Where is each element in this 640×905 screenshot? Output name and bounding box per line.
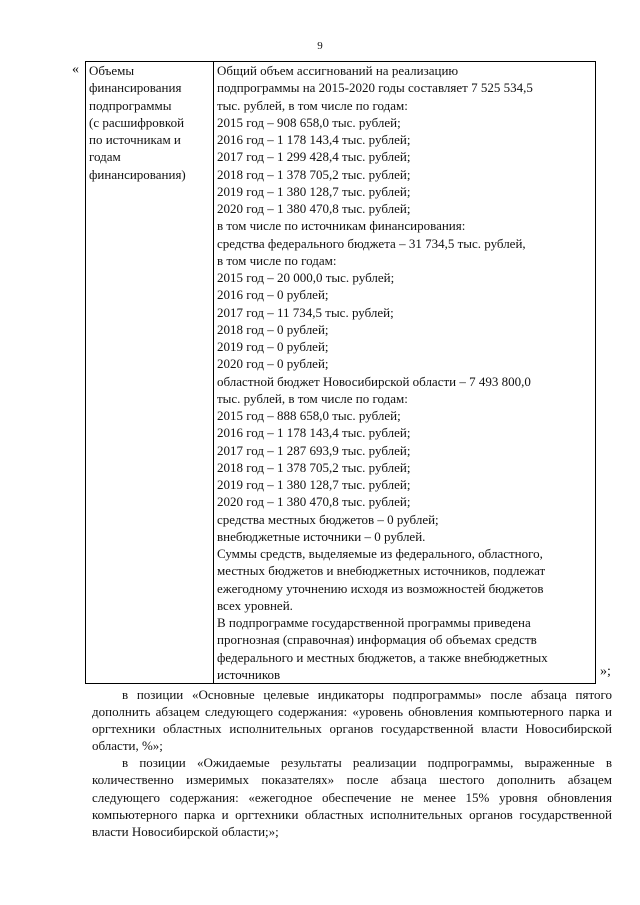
detail-line: 2017 год – 1 287 693,9 тыс. рублей;: [217, 442, 411, 458]
label-line: Объемы: [89, 63, 135, 78]
detail-line: подпрограммы на 2015-2020 годы составляет 7 525 534,5: [217, 80, 533, 96]
funding-label-cell: [86, 62, 214, 684]
detail-line: Общий объем ассигнований на реализацию: [217, 63, 459, 78]
detail-line: 2019 год – 1 380 128,7 тыс. рублей;: [217, 477, 411, 492]
label-line: годам: [89, 149, 121, 165]
detail-line: 2018 год – 1 378 705,2 тыс. рублей;: [217, 166, 411, 182]
detail-line: прогнозная (справочная) информация об объемах средств: [217, 632, 537, 648]
detail-line: 2019 год – 1 380 128,7 тыс. рублей;: [217, 183, 411, 199]
closing-quote-mark: »;: [600, 664, 611, 679]
detail-line: федерального и местных бюджетов, а также внебюджетных: [217, 649, 548, 665]
detail-line: 2016 год – 1 178 143,4 тыс. рублей;: [217, 425, 411, 441]
detail-line: 2016 год – 0 рублей;: [217, 287, 329, 303]
label-line: финансирования): [89, 166, 186, 182]
detail-line: 2015 год – 20 000,0 тыс. рублей;: [217, 270, 395, 285]
amendment-paragraphs: [92, 686, 612, 840]
detail-line: тыс. рублей, в том числе по годам:: [217, 390, 408, 406]
detail-line: средства федерального бюджета – 31 734,5 тыс. рублей,: [217, 235, 526, 251]
label-line: подпрограммы: [89, 97, 172, 113]
detail-line: внебюджетные источники – 0 рублей.: [217, 528, 426, 544]
detail-line: в том числе по источникам финансирования:: [217, 218, 466, 234]
page-number: 9: [317, 40, 323, 52]
detail-line: 2018 год – 1 378 705,2 тыс. рублей;: [217, 459, 411, 475]
detail-line: 2019 год – 0 рублей;: [217, 339, 329, 354]
detail-line: Суммы средств, выделяемые из федерального, областного,: [217, 546, 543, 561]
opening-quote-mark: «: [72, 62, 79, 77]
detail-line: 2020 год – 1 380 470,8 тыс. рублей;: [217, 201, 411, 216]
detail-line: 2016 год – 1 178 143,4 тыс. рублей;: [217, 132, 411, 147]
label-line: финансирования: [89, 80, 182, 96]
label-line: (с расшифровкой: [89, 114, 185, 130]
detail-line: источников: [217, 666, 281, 682]
paragraph-indicators-amendment: в позиции «Основные целевые индикаторы подпрограммы» после абзаца пятого дополнить абзацем следующего содержания: «уровень обновления компьютерного парка и оргтехники областных исполнительных органов государственной власти Новосибирской области, %»;: [92, 687, 612, 754]
detail-line: областной бюджет Новосибирской области – 7 493 800,0: [217, 373, 531, 389]
detail-line: 2020 год – 0 рублей;: [217, 356, 329, 372]
detail-line: 2015 год – 908 658,0 тыс. рублей;: [217, 114, 401, 130]
detail-line: в том числе по годам:: [217, 252, 337, 268]
paragraph-results-amendment: в позиции «Ожидаемые результаты реализации подпрограммы, выраженные в количественно измеримых показателях» после абзаца шестого дополнить абзацем следующего содержания: «ежегодное обеспечение не менее 15% уровня обновления компьютерного парка и оргтехники областных исполнительных органов государственной власти Новосибирской области;»;: [92, 755, 612, 839]
label-line: по источникам и: [89, 132, 181, 147]
detail-line: 2015 год – 888 658,0 тыс. рублей;: [217, 408, 401, 423]
detail-line: тыс. рублей, в том числе по годам:: [217, 97, 408, 113]
detail-line: средства местных бюджетов – 0 рублей;: [217, 511, 439, 527]
detail-line: 2017 год – 11 734,5 тыс. рублей;: [217, 304, 394, 320]
subprogram-funding-table: [85, 61, 596, 684]
detail-line: местных бюджетов и внебюджетных источников, подлежат: [217, 563, 546, 579]
detail-line: В подпрограмме государственной программы приведена: [217, 615, 531, 630]
detail-line: 2018 год – 0 рублей;: [217, 321, 329, 337]
funding-details-cell: [214, 62, 596, 684]
table-row: [86, 62, 596, 684]
detail-line: всех уровней.: [217, 597, 293, 613]
detail-line: 2017 год – 1 299 428,4 тыс. рублей;: [217, 149, 411, 165]
detail-line: ежегодному уточнению исходя из возможностей бюджетов: [217, 580, 544, 596]
detail-line: 2020 год – 1 380 470,8 тыс. рублей;: [217, 494, 411, 510]
